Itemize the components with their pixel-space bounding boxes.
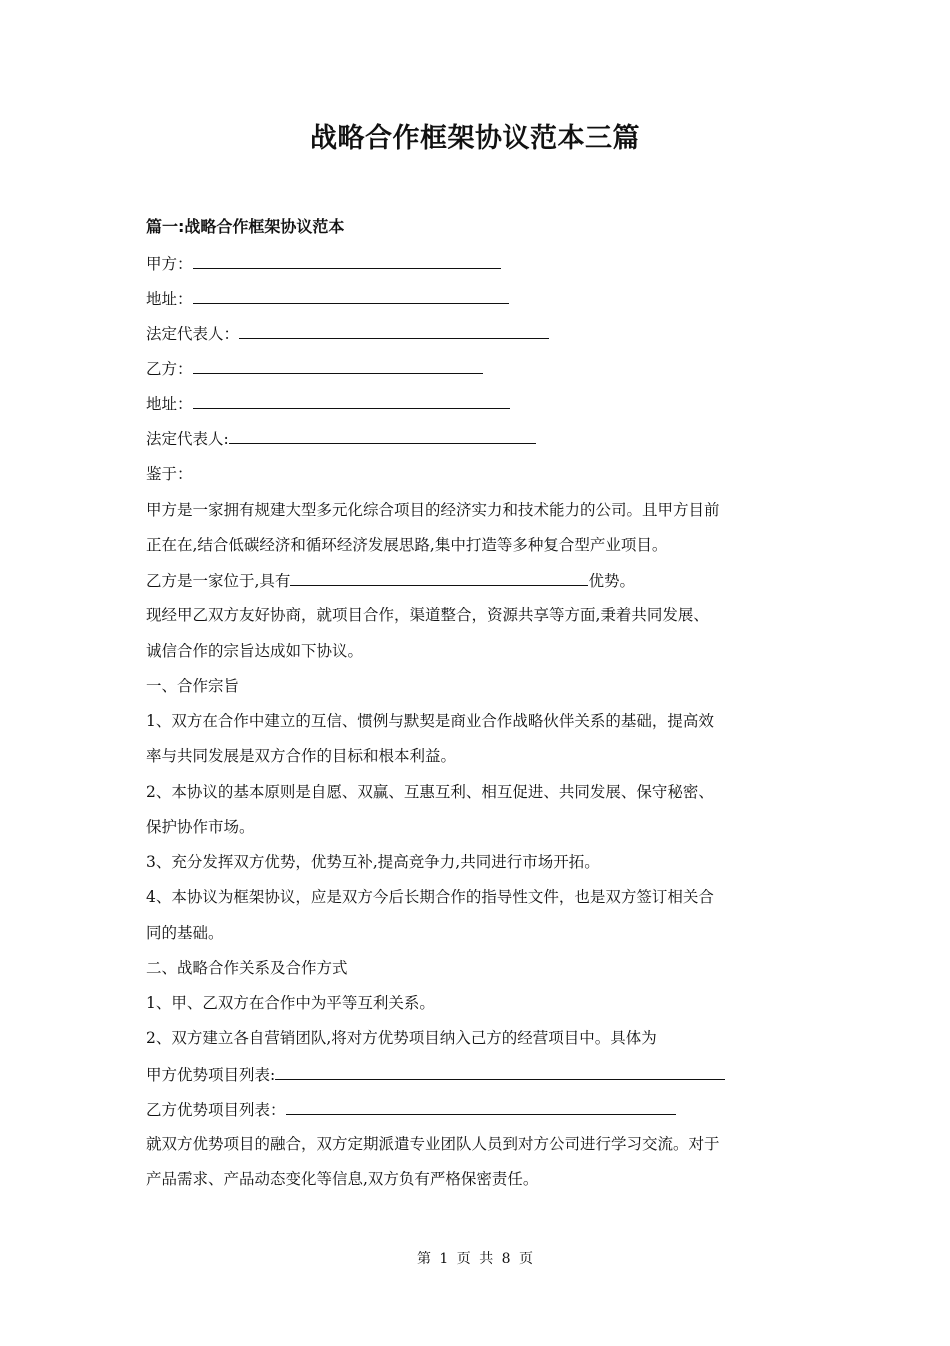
legal-rep-1-field — [146, 322, 549, 345]
section-1-item-1-line-1: 1、双方在合作中建立的互信、惯例与默契是商业合作战略伙伴关系的基础，提高效 — [146, 712, 714, 730]
page-number: 第 1 页 共 8 页 — [416, 1251, 534, 1267]
section-2-title: 二、战略合作关系及合作方式 — [146, 959, 348, 977]
paragraph-party-a-line-1: 甲方是一家拥有规建大型多元化综合项目的经济实力和技术能力的公司。且甲方目前 — [146, 501, 720, 519]
section-1-item-3: 3、充分发挥双方优势，优势互补,提高竞争力,共同进行市场开拓。 — [146, 853, 600, 871]
party-a-field — [146, 252, 501, 275]
party-a-advantage-list-label: 甲方优势项目列表: — [146, 1066, 276, 1084]
address-1-field — [146, 287, 509, 310]
address-1-blank — [193, 287, 509, 304]
party-b-field — [146, 357, 483, 380]
paragraph-party-b-prefix: 乙方是一家位于,具有 — [146, 572, 291, 590]
address-1-label: 地址： — [146, 290, 193, 308]
address-2-blank — [193, 392, 510, 409]
party-a-advantage-list — [146, 1063, 725, 1086]
paragraph-exchange-line-2: 产品需求、产品动态变化等信息,双方负有严格保密责任。 — [146, 1170, 539, 1188]
section-1-item-1-line-2: 率与共同发展是双方合作的目标和根本利益。 — [146, 747, 457, 765]
address-2-label: 地址： — [146, 395, 193, 413]
legal-rep-1-label: 法定代表人： — [146, 325, 240, 343]
party-a-blank — [193, 252, 501, 269]
party-a-label: 甲方： — [146, 255, 193, 273]
whereas-label: 鉴于： — [146, 465, 193, 483]
section-1-item-4-line-2: 同的基础。 — [146, 924, 224, 942]
section-1-title: 一、合作宗旨 — [146, 677, 240, 695]
section-heading: 篇一:战略合作框架协议范本 — [146, 217, 345, 236]
party-b-advantage-blank — [290, 569, 588, 586]
party-b-advantage-list-blank — [286, 1098, 676, 1115]
legal-rep-2-label: 法定代表人: — [146, 430, 229, 448]
legal-rep-2-blank — [229, 427, 536, 444]
party-b-advantage-list — [146, 1098, 676, 1121]
paragraph-exchange-line-1: 就双方优势项目的融合，双方定期派遣专业团队人员到对方公司进行学习交流。对于 — [146, 1135, 720, 1153]
legal-rep-2-field — [146, 427, 536, 450]
legal-rep-1-blank — [239, 322, 549, 339]
section-2-item-1: 1、甲、乙双方在合作中为平等互利关系。 — [146, 994, 435, 1012]
party-b-label: 乙方： — [146, 360, 193, 378]
paragraph-consensus-line-1: 现经甲乙双方友好协商，就项目合作，渠道整合，资源共享等方面,秉着共同发展、 — [146, 606, 709, 624]
address-2-field — [146, 392, 510, 415]
paragraph-consensus-line-2: 诚信合作的宗旨达成如下协议。 — [146, 642, 364, 660]
section-1-item-2-line-1: 2、本协议的基本原则是自愿、双赢、互惠互利、相互促进、共同发展、保守秘密、 — [146, 783, 714, 801]
section-1-item-4-line-1: 4、本协议为框架协议，应是双方今后长期合作的指导性文件，也是双方签订相关合 — [146, 888, 714, 906]
party-b-advantage-list-label: 乙方优势项目列表： — [146, 1101, 286, 1119]
paragraph-party-a-line-2: 正在在,结合低碳经济和循环经济发展思路,集中打造等多种复合型产业项目。 — [146, 536, 668, 554]
paragraph-party-b-suffix: 优势。 — [588, 572, 635, 590]
section-1-item-2-line-2: 保护协作市场。 — [146, 818, 255, 836]
document-title: 战略合作框架协议范本三篇 — [310, 123, 640, 154]
party-a-advantage-list-blank — [275, 1063, 725, 1080]
paragraph-party-b — [146, 569, 635, 592]
party-b-blank — [193, 357, 483, 374]
section-2-item-2: 2、双方建立各自营销团队,将对方优势项目纳入己方的经营项目中。具体为 — [146, 1029, 657, 1047]
